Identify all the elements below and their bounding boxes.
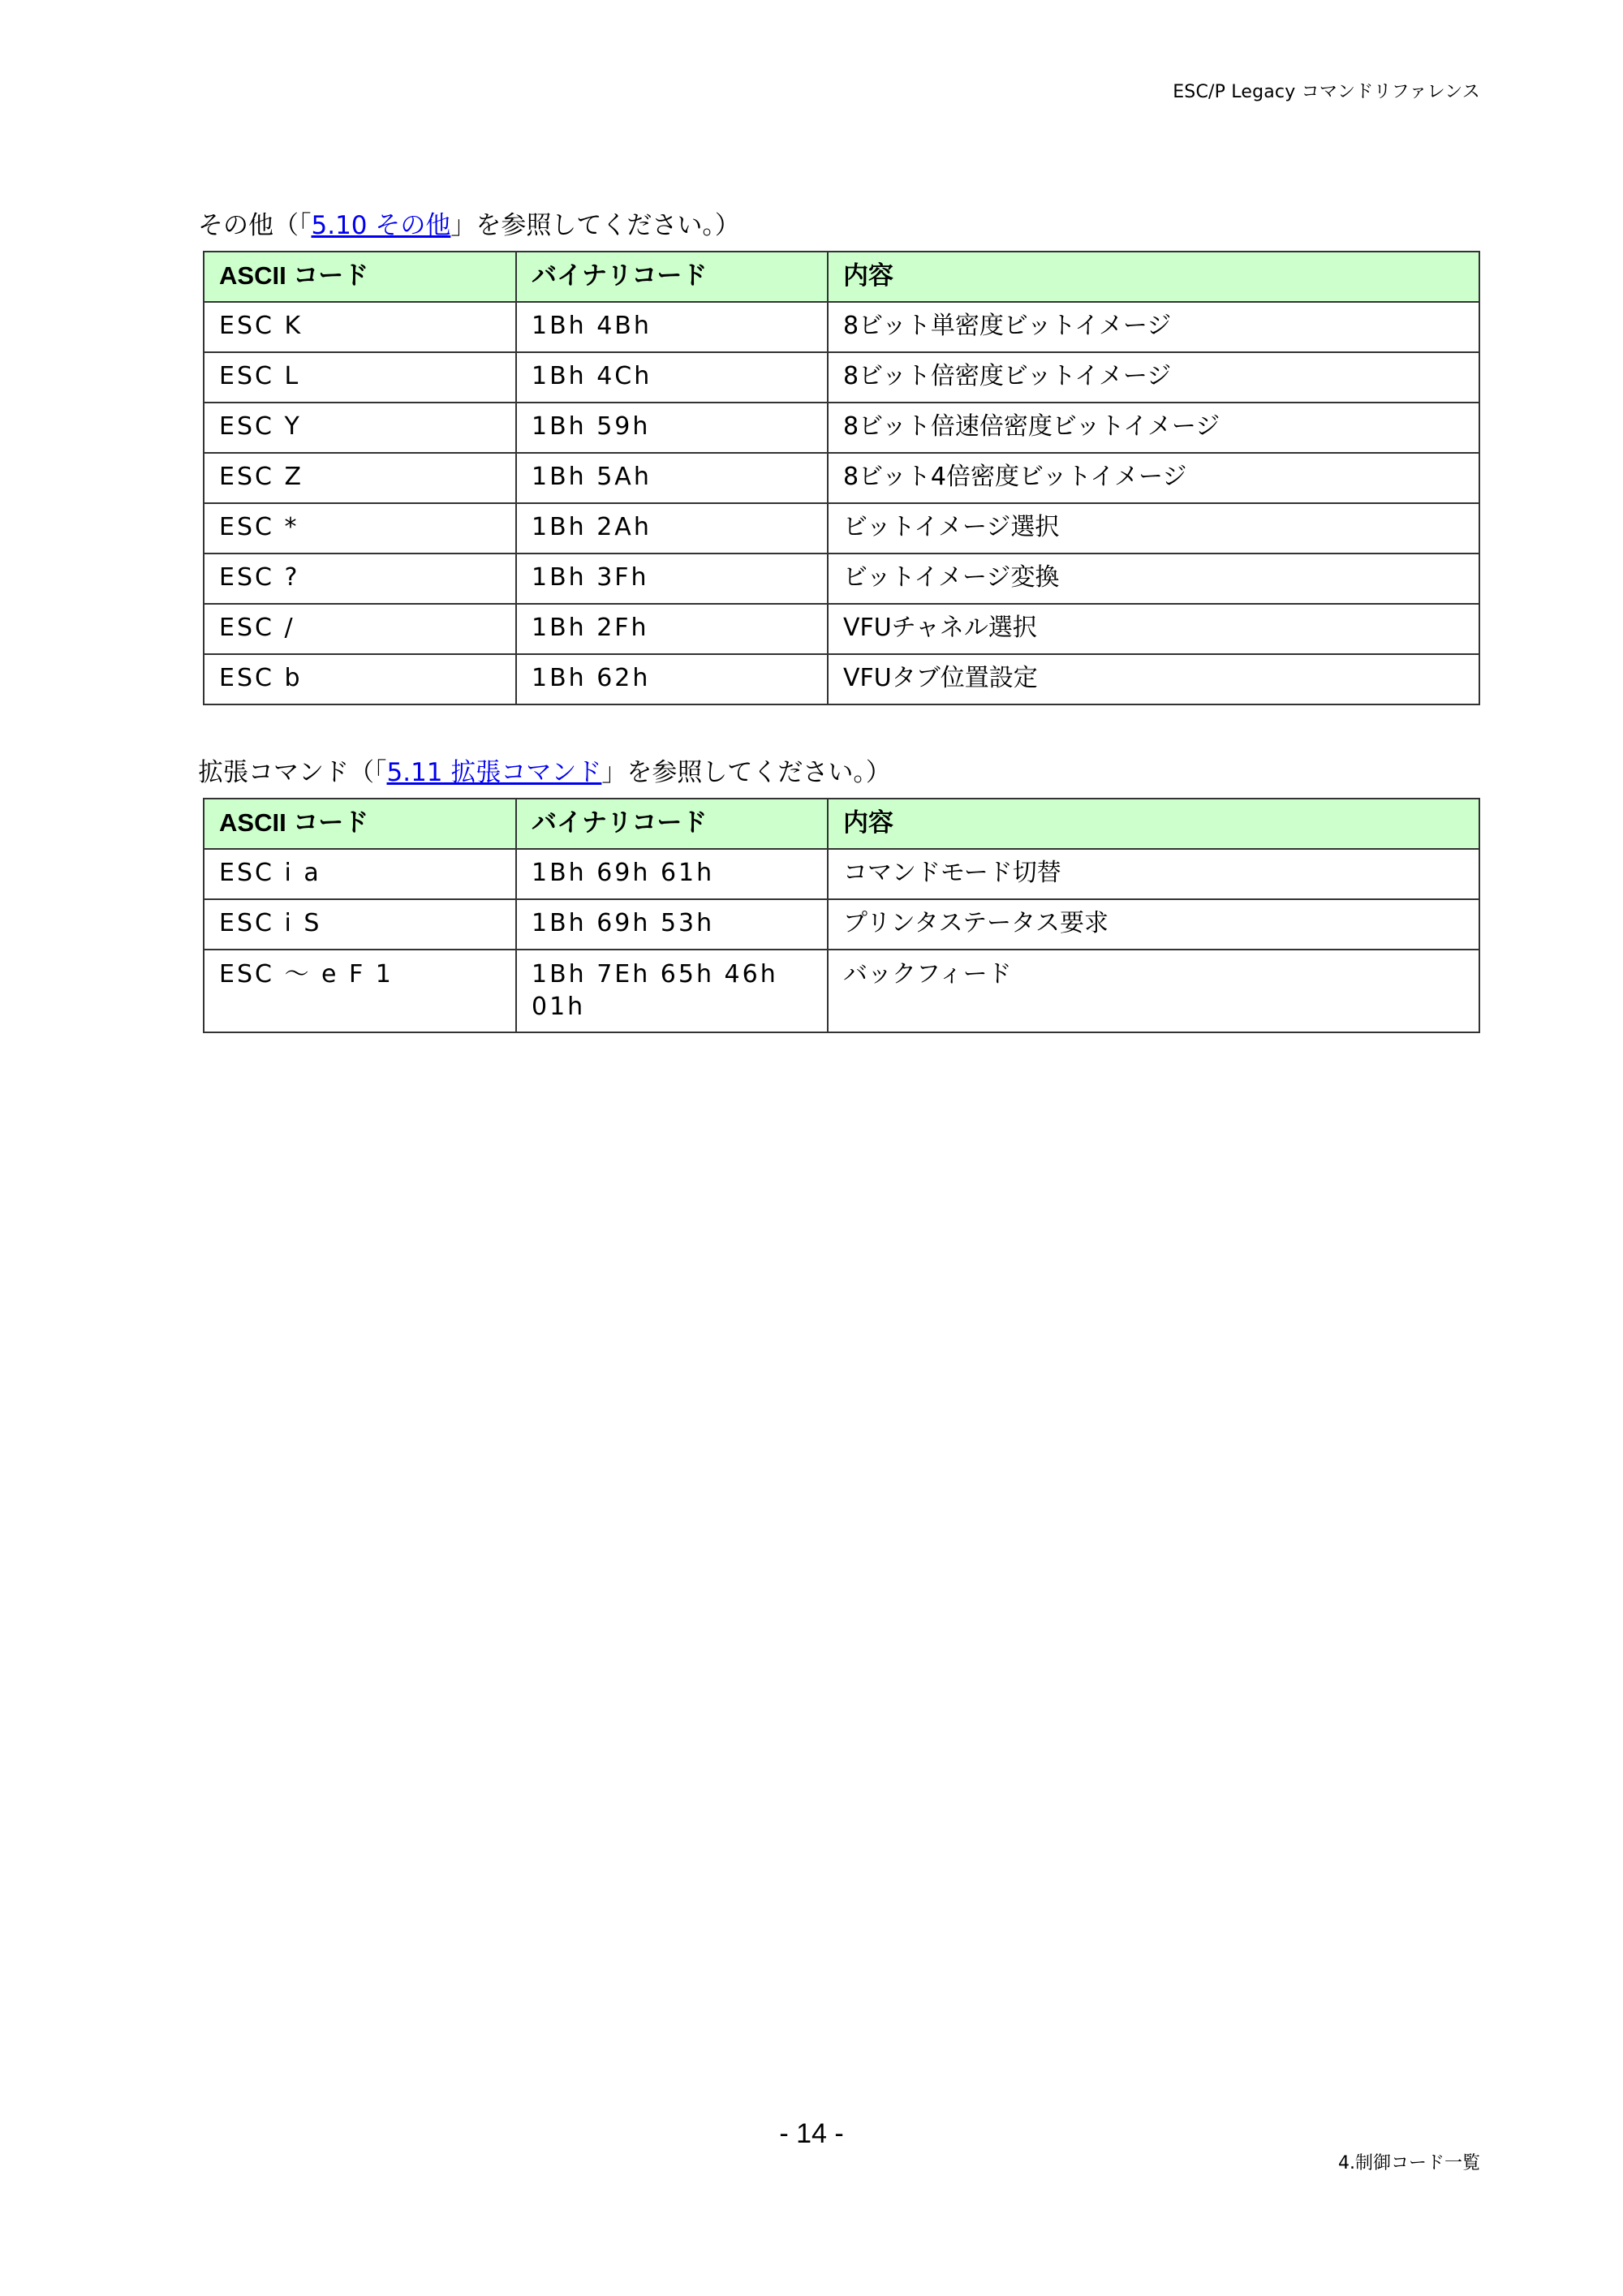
table-header-row <box>204 799 1479 849</box>
table-row <box>204 849 1479 899</box>
ascii-code-cell: ESC i S <box>204 899 516 950</box>
section-title-suffix: 」を参照してください。） <box>601 758 891 787</box>
ascii-code-cell: ESC Z <box>204 453 516 503</box>
description-cell: ビットイメージ変換 <box>828 554 1479 604</box>
table-row <box>204 453 1479 503</box>
column-header-content: 内容 <box>828 252 1479 302</box>
command-table-misc <box>203 251 1480 705</box>
section-link-5-11[interactable]: 5.11 拡張コマンド <box>386 758 602 787</box>
section-title <box>198 205 1475 241</box>
ascii-code-cell: ESC L <box>204 352 516 403</box>
ascii-code-cell: ESC ～ e F 1 <box>204 950 516 1032</box>
table-row <box>204 302 1479 352</box>
binary-code-cell: 1Bh 69h 61h <box>516 849 828 899</box>
ascii-code-cell: ESC i a <box>204 849 516 899</box>
description-cell: 8ビット4倍密度ビットイメージ <box>828 453 1479 503</box>
section-misc <box>198 205 1475 705</box>
column-header-ascii: ASCII コード <box>204 799 516 849</box>
table-row <box>204 950 1479 1032</box>
ascii-code-cell: ESC * <box>204 503 516 554</box>
table-row <box>204 403 1479 453</box>
binary-code-cell: 1Bh 62h <box>516 654 828 704</box>
section-extended-commands <box>198 752 1475 1033</box>
binary-code-cell: 1Bh 5Ah <box>516 453 828 503</box>
chapter-footer: 4.制御コード一覧 <box>1338 2153 1480 2173</box>
column-header-ascii: ASCII コード <box>204 252 516 302</box>
binary-code-cell: 1Bh 59h <box>516 403 828 453</box>
page-number: - 14 - <box>779 2118 844 2149</box>
binary-code-cell: 1Bh 2Ah <box>516 503 828 554</box>
ascii-code-cell: ESC b <box>204 654 516 704</box>
column-header-binary: バイナリコード <box>516 799 828 849</box>
ascii-code-cell: ESC ? <box>204 554 516 604</box>
table-row <box>204 899 1479 950</box>
ascii-code-cell: ESC / <box>204 604 516 654</box>
description-cell: コマンドモード切替 <box>828 849 1479 899</box>
section-title-suffix: 」を参照してください。） <box>450 211 740 240</box>
table-row <box>204 352 1479 403</box>
table-row <box>204 554 1479 604</box>
section-link-5-10[interactable]: 5.10 その他 <box>311 211 451 240</box>
description-cell: バックフィード <box>828 950 1479 1032</box>
description-cell: VFUタブ位置設定 <box>828 654 1479 704</box>
table-row <box>204 503 1479 554</box>
table-row <box>204 604 1479 654</box>
table-row <box>204 654 1479 704</box>
ascii-code-cell: ESC K <box>204 302 516 352</box>
running-header: ESC/P Legacy コマンドリファレンス <box>1173 82 1480 102</box>
section-title <box>198 752 1475 788</box>
binary-code-cell: 1Bh 3Fh <box>516 554 828 604</box>
section-title-prefix: 拡張コマンド（「 <box>198 758 387 787</box>
binary-code-cell: 1Bh 4Ch <box>516 352 828 403</box>
description-cell: 8ビット倍速倍密度ビットイメージ <box>828 403 1479 453</box>
description-cell: 8ビット単密度ビットイメージ <box>828 302 1479 352</box>
column-header-binary: バイナリコード <box>516 252 828 302</box>
binary-code-cell: 1Bh 2Fh <box>516 604 828 654</box>
description-cell: VFUチャネル選択 <box>828 604 1479 654</box>
binary-code-cell: 1Bh 69h 53h <box>516 899 828 950</box>
binary-code-cell: 1Bh 4Bh <box>516 302 828 352</box>
binary-code-cell: 1Bh 7Eh 65h 46h 01h <box>516 950 828 1032</box>
column-header-content: 内容 <box>828 799 1479 849</box>
description-cell: 8ビット倍密度ビットイメージ <box>828 352 1479 403</box>
table-header-row <box>204 252 1479 302</box>
command-table-extended <box>203 798 1480 1033</box>
section-title-prefix: その他（「 <box>198 211 312 240</box>
description-cell: ビットイメージ選択 <box>828 503 1479 554</box>
description-cell: プリンタステータス要求 <box>828 899 1479 950</box>
ascii-code-cell: ESC Y <box>204 403 516 453</box>
